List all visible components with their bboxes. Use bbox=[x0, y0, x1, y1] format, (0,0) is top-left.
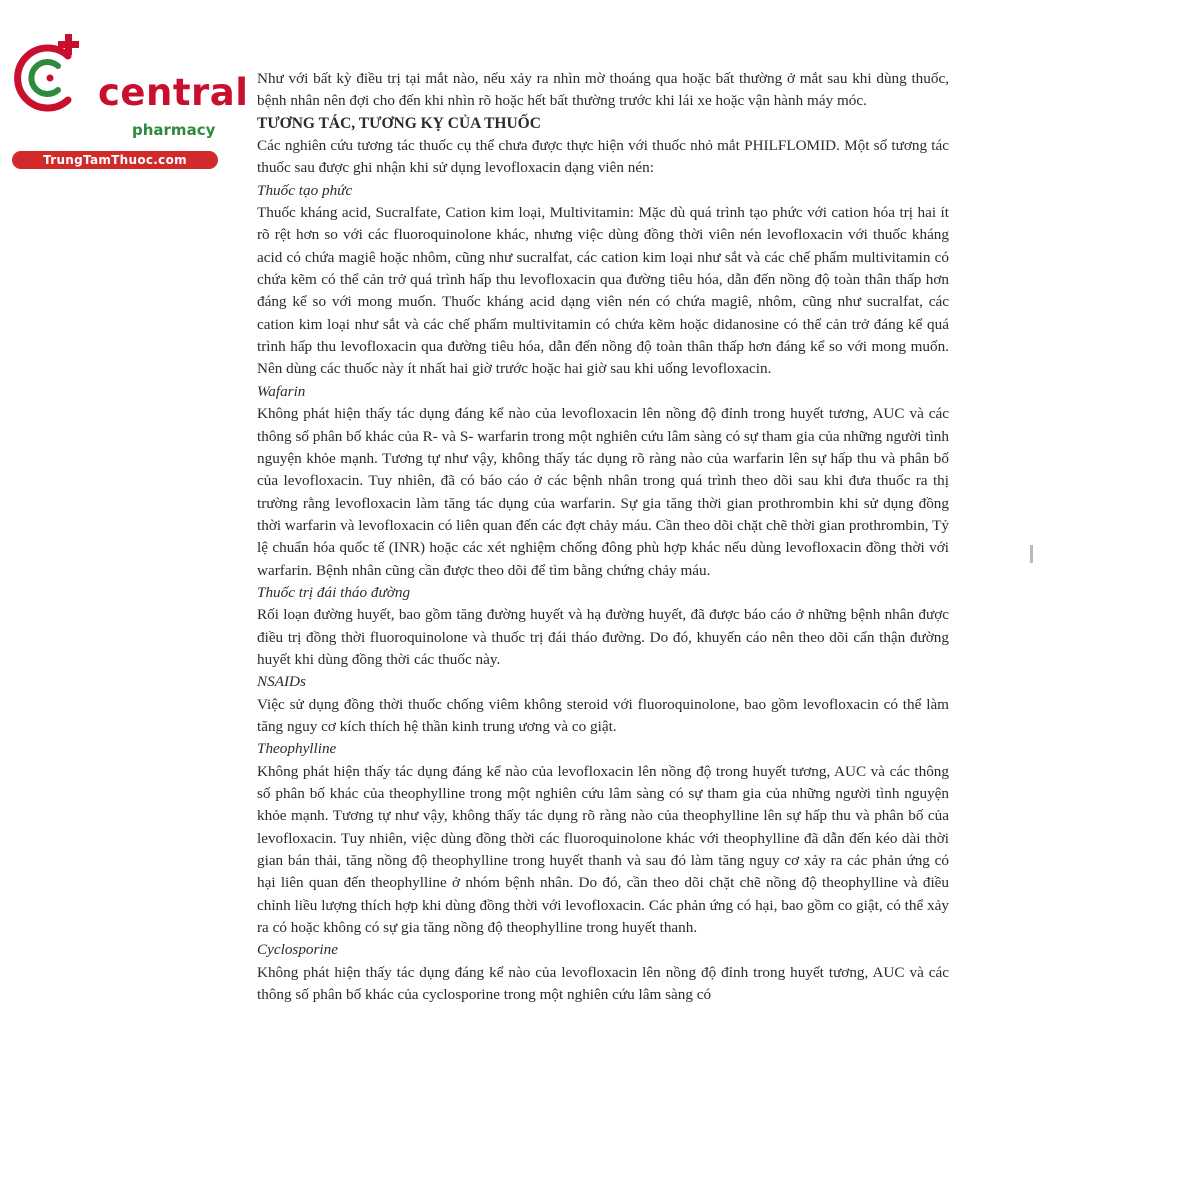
subheading-warfarin: Wafarin bbox=[257, 382, 306, 400]
paragraph-cyclosporine: Không phát hiện thấy tác dụng đáng kể nào của levofloxacin lên nồng độ đỉnh trong huyết tương, AUC và các thông số phân bố khác của cyclosporine trong một nghiên cứu lâm sàng có bbox=[257, 963, 949, 1004]
subheading-cyclosporine: Cyclosporine bbox=[257, 941, 338, 959]
section-heading: TƯƠNG TÁC, TƯƠNG KỴ CỦA THUỐC bbox=[257, 114, 541, 132]
brand-name: central bbox=[98, 71, 249, 114]
paragraph-nsaids: Việc sử dụng đồng thời thuốc chống viêm không steroid với fluoroquinolone, bao gồm levofloxacin có thể làm tăng nguy cơ kích thích hệ thần kinh trung ương và co giật. bbox=[257, 695, 949, 735]
subheading-antidiabetics: Thuốc trị đái tháo đường bbox=[257, 583, 411, 601]
subheading-complexing-drugs: Thuốc tạo phức bbox=[257, 181, 353, 199]
paragraph-warfarin: Không phát hiện thấy tác dụng đáng kể nào của levofloxacin lên nồng độ đỉnh trong huyết tương, AUC và các thông số phân bố khác của R- và S- warfarin trong một nghiên cứu lâm sàng có sự tham gia của những người tình nguyện khỏe mạnh. Tương tự như vậy, không thấy tác dụng rõ ràng nào của warfarin lên sự hấp thu và phân bố của levofloxacin. Tuy nhiên, đã có báo cáo ở các bệnh nhân trong quá trình theo dõi sau khi đưa thuốc ra thị trường rằng levofloxacin làm tăng tác dụng của warfarin. Sự gia tăng thời gian prothrombin khi sử dụng đồng thời warfarin và levofloxacin có liên quan đến các đợt chảy máu. Cần theo dõi chặt chẽ thời gian prothrombin, Tỷ lệ chuẩn hóa quốc tế (INR) hoặc các xét nghiệm chống đông phù hợp khác nếu dùng levofloxacin đồng thời với warfarin. Bệnh nhân cũng cần được theo dõi để tìm bằng chứng chảy máu. bbox=[257, 405, 949, 579]
pharmacy-c-cross-icon bbox=[10, 34, 90, 114]
brand-tagline: pharmacy bbox=[132, 121, 216, 139]
lead-paragraph: Các nghiên cứu tương tác thuốc cụ thể chưa được thực hiện với thuốc nhỏ mắt PHILFLOMID. Một số tương tác thuốc sau được ghi nhận khi sử dụng levofloxacin dạng viên nén: bbox=[257, 137, 949, 177]
subheading-theophylline: Theophylline bbox=[257, 740, 337, 758]
subheading-nsaids: NSAIDs bbox=[257, 673, 306, 691]
intro-paragraph: Như với bất kỳ điều trị tại mắt nào, nếu xảy ra nhìn mờ thoáng qua hoặc bất thường ở mắt sau khi dùng thuốc, bệnh nhân nên đợi cho đến khi nhìn rõ hoặc hết bất thường trước khi lái xe hoặc vận hành máy móc. bbox=[257, 70, 949, 110]
central-pharmacy-logo bbox=[10, 34, 249, 167]
paragraph-theophylline: Không phát hiện thấy tác dụng đáng kể nào của levofloxacin lên nồng độ trong huyết tương, AUC và các thông số phân bố khác của theophylline trong một nghiên cứu lâm sàng có sự tham gia của những người tình nguyện khỏe mạnh. Tương tự như vậy, không thấy tác dụng rõ ràng nào của theophylline lên sự hấp thu và phân bố của levofloxacin. Tuy nhiên, việc dùng đồng thời các fluoroquinolone khác với theophylline đã dẫn đến kéo dài thời gian bán thải, tăng nồng độ theophylline trong huyết thanh và sau đó làm tăng nguy cơ xảy ra các phản ứng có hại liên quan đến theophylline ở nhóm bệnh nhân. Do đó, cần theo dõi chặt chẽ nồng độ theophylline và điều chỉnh liều lượng thích hợp khi dùng đồng thời với levofloxacin. Các phản ứng có hại, bao gồm co giật, có thể xảy ra có hoặc không có sự gia tăng nồng độ theophylline trong huyết thanh. bbox=[257, 762, 949, 937]
document-body bbox=[257, 68, 949, 1006]
paragraph-antidiabetics: Rối loạn đường huyết, bao gồm tăng đường huyết và hạ đường huyết, đã được báo cáo ở những bệnh nhân được điều trị đồng thời fluoroquinolone và thuốc trị đái tháo đường. Do đó, khuyến cáo nên theo dõi cẩn thận đường huyết khi dùng đồng thời các thuốc này. bbox=[257, 606, 949, 668]
paragraph-complexing-drugs: Thuốc kháng acid, Sucralfate, Cation kim loại, Multivitamin: Mặc dù quá trình tạo phức với cation hóa trị hai ít rõ rệt hơn so với các fluoroquinolone khác, nhưng việc dùng đồng thời viên nén levofloxacin với thuốc kháng acid có chứa magiê hoặc nhôm, cũng như sucralfat, các cation kim loại như sắt và các chế phẩm multivitamin có chứa kẽm có thể cản trở quá trình hấp thu levofloxacin qua đường tiêu hóa, dẫn đến nồng độ toàn thân thấp hơn đáng kể so với mong muốn. Thuốc kháng acid dạng viên nén có chứa magiê, nhôm, cũng như sucralfat, các cation kim loại như sắt và các chế phẩm multivitamin có chứa kẽm hoặc didanosine có thể cản trở đáng kể quá trình hấp thu levofloxacin qua đường tiêu hóa, dẫn đến nồng độ toàn thân thấp hơn đáng kể so với mong muốn. Nên dùng các thuốc này ít nhất hai giờ trước hoặc hai giờ sau khi uống levofloxacin. bbox=[257, 204, 949, 378]
brand-site: TrungTamThuoc.com bbox=[12, 151, 218, 169]
scan-mark bbox=[1030, 545, 1033, 563]
